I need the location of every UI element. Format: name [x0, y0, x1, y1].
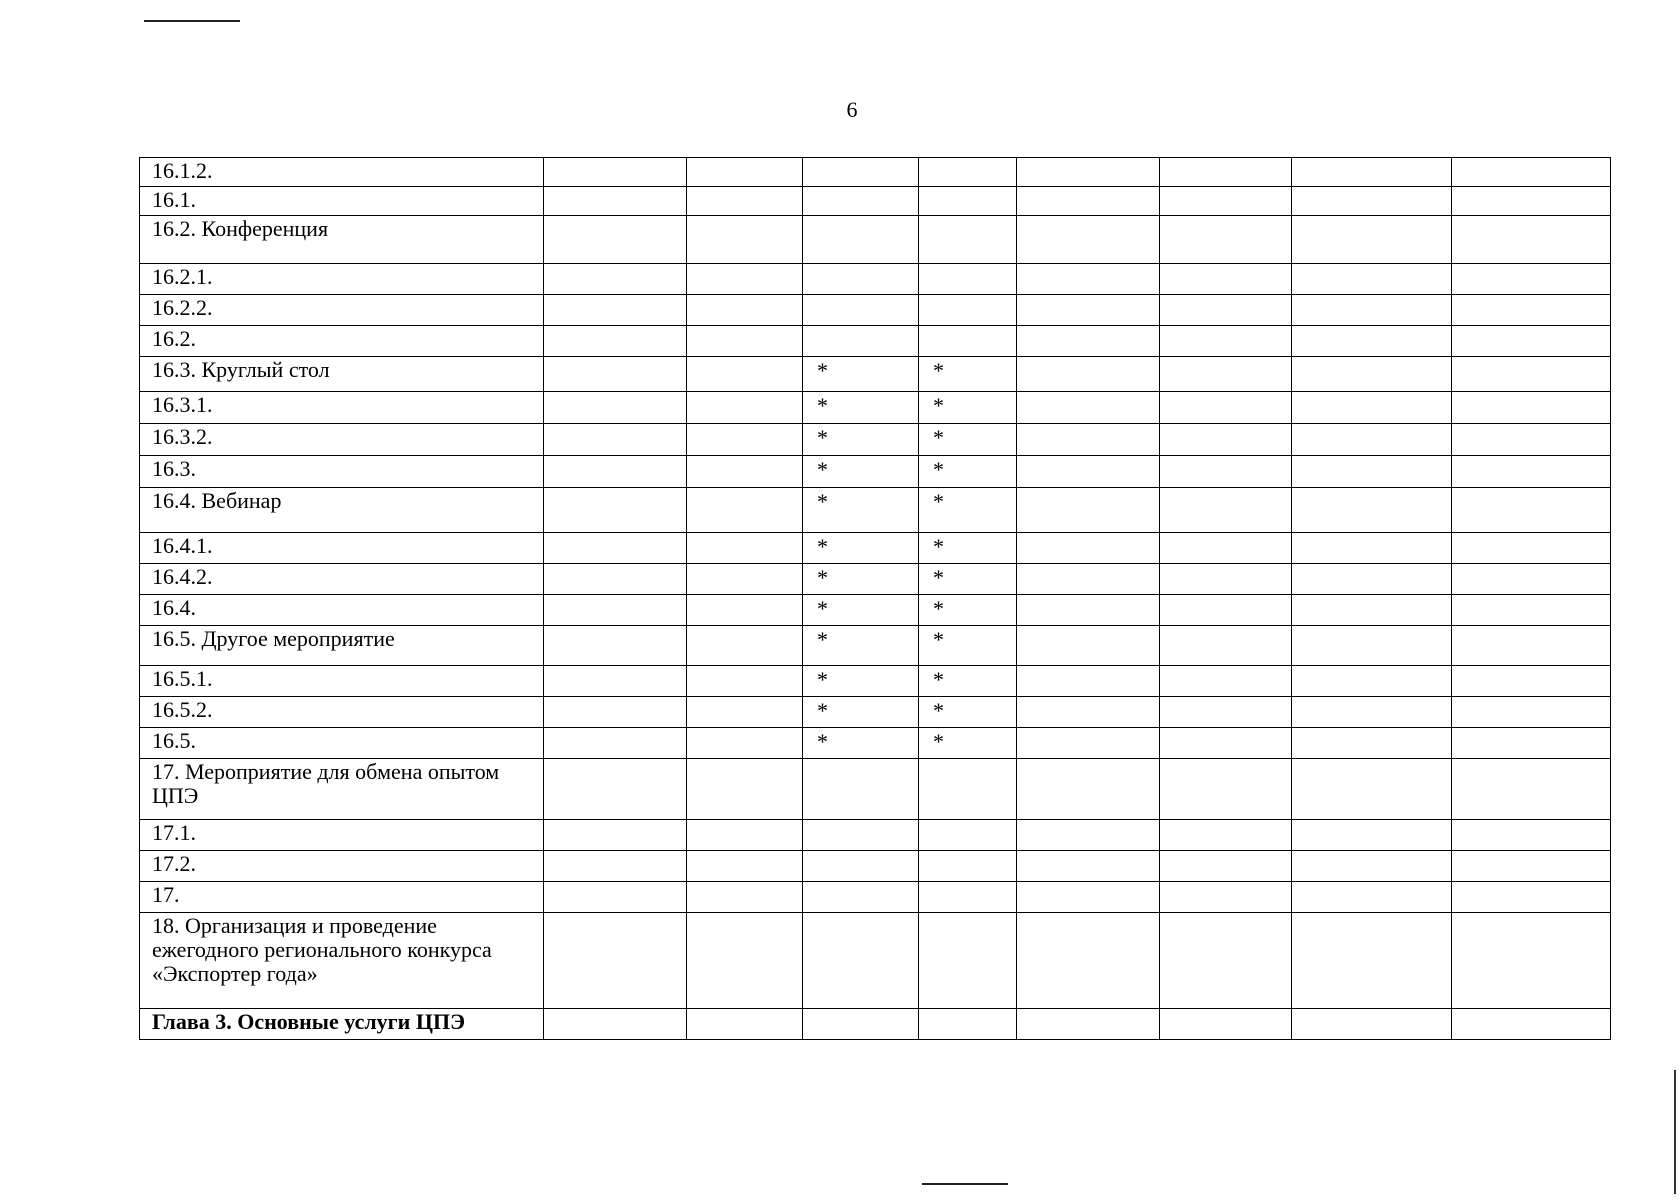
empty-cell [1017, 626, 1160, 666]
row-label: 16.3.1. [140, 392, 544, 424]
asterisk-cell [803, 326, 919, 357]
empty-cell [687, 326, 803, 357]
empty-cell [1292, 1009, 1452, 1040]
asterisk-cell: * [803, 357, 919, 392]
empty-cell [687, 158, 803, 187]
empty-cell [1292, 595, 1452, 626]
empty-cell [1160, 264, 1292, 295]
empty-cell [687, 295, 803, 326]
asterisk-cell [803, 759, 919, 820]
empty-cell [544, 1009, 687, 1040]
table-row [140, 626, 1611, 666]
empty-cell [687, 187, 803, 216]
empty-cell [1452, 595, 1611, 626]
empty-cell [1452, 326, 1611, 357]
scan-mark-top [144, 20, 240, 22]
empty-cell [544, 424, 687, 456]
asterisk-cell [919, 820, 1017, 851]
table-row [140, 697, 1611, 728]
empty-cell [1452, 820, 1611, 851]
empty-cell [1452, 424, 1611, 456]
table-row [140, 666, 1611, 697]
empty-cell [1452, 759, 1611, 820]
empty-cell [1292, 533, 1452, 564]
asterisk-cell: * [919, 697, 1017, 728]
empty-cell [687, 392, 803, 424]
empty-cell [687, 533, 803, 564]
empty-cell [1017, 158, 1160, 187]
empty-cell [544, 728, 687, 759]
asterisk-cell: * [919, 424, 1017, 456]
empty-cell [1452, 913, 1611, 1009]
row-label: 16.3. [140, 456, 544, 488]
empty-cell [1017, 913, 1160, 1009]
empty-cell [544, 295, 687, 326]
empty-cell [1160, 295, 1292, 326]
empty-cell [1292, 357, 1452, 392]
empty-cell [1452, 264, 1611, 295]
empty-cell [1160, 820, 1292, 851]
empty-cell [1292, 697, 1452, 728]
row-label: Глава 3. Основные услуги ЦПЭ [140, 1009, 544, 1040]
asterisk-cell: * [919, 728, 1017, 759]
table-row [140, 882, 1611, 913]
asterisk-cell [803, 1009, 919, 1040]
empty-cell [1017, 392, 1160, 424]
empty-cell [1292, 728, 1452, 759]
empty-cell [687, 424, 803, 456]
asterisk-cell [803, 882, 919, 913]
row-label: 16.3. Круглый стол [140, 357, 544, 392]
row-label: 16.2.1. [140, 264, 544, 295]
asterisk-cell [919, 882, 1017, 913]
empty-cell [687, 851, 803, 882]
empty-cell [687, 913, 803, 1009]
empty-cell [544, 882, 687, 913]
table-row [140, 488, 1611, 533]
empty-cell [1292, 820, 1452, 851]
empty-cell [1452, 357, 1611, 392]
asterisk-cell: * [803, 424, 919, 456]
empty-cell [687, 456, 803, 488]
empty-cell [687, 728, 803, 759]
asterisk-cell: * [803, 533, 919, 564]
row-label: 16.2.2. [140, 295, 544, 326]
empty-cell [1160, 533, 1292, 564]
empty-cell [1017, 820, 1160, 851]
asterisk-cell: * [803, 564, 919, 595]
empty-cell [1017, 187, 1160, 216]
empty-cell [1160, 595, 1292, 626]
asterisk-cell [919, 913, 1017, 1009]
table-row [140, 326, 1611, 357]
page-number: 6 [846, 97, 858, 122]
empty-cell [1292, 759, 1452, 820]
asterisk-cell [919, 264, 1017, 295]
empty-cell [1160, 728, 1292, 759]
empty-cell [1160, 666, 1292, 697]
empty-cell [1017, 759, 1160, 820]
empty-cell [1452, 728, 1611, 759]
table-row [140, 158, 1611, 187]
empty-cell [1017, 488, 1160, 533]
table-row [140, 187, 1611, 216]
table-row [140, 533, 1611, 564]
asterisk-cell: * [919, 666, 1017, 697]
row-label: 16.2. [140, 326, 544, 357]
empty-cell [1160, 424, 1292, 456]
empty-cell [1160, 488, 1292, 533]
row-label: 16.4. [140, 595, 544, 626]
table-row [140, 456, 1611, 488]
empty-cell [687, 882, 803, 913]
asterisk-cell: * [919, 564, 1017, 595]
empty-cell [1292, 488, 1452, 533]
empty-cell [544, 820, 687, 851]
empty-cell [544, 158, 687, 187]
empty-cell [1160, 216, 1292, 264]
table-row [140, 357, 1611, 392]
asterisk-cell: * [919, 595, 1017, 626]
empty-cell [687, 216, 803, 264]
empty-cell [544, 626, 687, 666]
empty-cell [544, 392, 687, 424]
table-row [140, 295, 1611, 326]
empty-cell [1160, 357, 1292, 392]
asterisk-cell: * [919, 488, 1017, 533]
empty-cell [1452, 392, 1611, 424]
row-label: 16.4.2. [140, 564, 544, 595]
asterisk-cell [919, 1009, 1017, 1040]
report-table [139, 157, 1611, 1040]
asterisk-cell [919, 216, 1017, 264]
empty-cell [1452, 187, 1611, 216]
asterisk-cell: * [919, 456, 1017, 488]
asterisk-cell: * [803, 488, 919, 533]
empty-cell [1292, 424, 1452, 456]
table-row [140, 216, 1611, 264]
table-row [140, 595, 1611, 626]
row-label: 18. Организация и проведение ежегодного регионального конкурса «Экспортер года» [140, 913, 544, 1009]
table-row [140, 851, 1611, 882]
asterisk-cell: * [919, 357, 1017, 392]
empty-cell [1160, 759, 1292, 820]
empty-cell [1292, 626, 1452, 666]
asterisk-cell: * [803, 392, 919, 424]
row-label: 17.2. [140, 851, 544, 882]
empty-cell [1292, 882, 1452, 913]
empty-cell [1017, 264, 1160, 295]
empty-cell [1160, 697, 1292, 728]
table-row [140, 424, 1611, 456]
asterisk-cell [803, 820, 919, 851]
empty-cell [544, 666, 687, 697]
empty-cell [1160, 564, 1292, 595]
empty-cell [1017, 424, 1160, 456]
empty-cell [1452, 666, 1611, 697]
asterisk-cell [803, 295, 919, 326]
empty-cell [1292, 392, 1452, 424]
empty-cell [1017, 1009, 1160, 1040]
empty-cell [1160, 882, 1292, 913]
empty-cell [687, 820, 803, 851]
row-label: 16.1. [140, 187, 544, 216]
row-label: 16.5.1. [140, 666, 544, 697]
row-label: 16.2. Конференция [140, 216, 544, 264]
table-row [140, 913, 1611, 1009]
empty-cell [1292, 564, 1452, 595]
empty-cell [687, 759, 803, 820]
row-label: 17.1. [140, 820, 544, 851]
empty-cell [1292, 851, 1452, 882]
asterisk-cell [803, 264, 919, 295]
empty-cell [687, 666, 803, 697]
empty-cell [544, 564, 687, 595]
empty-cell [1017, 295, 1160, 326]
empty-cell [544, 488, 687, 533]
asterisk-cell [919, 187, 1017, 216]
row-label: 16.5. [140, 728, 544, 759]
empty-cell [1160, 187, 1292, 216]
asterisk-cell: * [803, 626, 919, 666]
asterisk-cell [919, 759, 1017, 820]
asterisk-cell [803, 851, 919, 882]
empty-cell [1017, 533, 1160, 564]
empty-cell [544, 595, 687, 626]
empty-cell [1017, 456, 1160, 488]
empty-cell [1017, 728, 1160, 759]
asterisk-cell [919, 295, 1017, 326]
empty-cell [1017, 697, 1160, 728]
empty-cell [687, 1009, 803, 1040]
empty-cell [1292, 187, 1452, 216]
row-label: 16.4.1. [140, 533, 544, 564]
table-row [140, 820, 1611, 851]
row-label: 16.5. Другое мероприятие [140, 626, 544, 666]
asterisk-cell [919, 158, 1017, 187]
asterisk-cell: * [803, 697, 919, 728]
empty-cell [544, 533, 687, 564]
asterisk-cell: * [803, 728, 919, 759]
row-label: 16.5.2. [140, 697, 544, 728]
empty-cell [1160, 158, 1292, 187]
empty-cell [544, 456, 687, 488]
empty-cell [1452, 1009, 1611, 1040]
empty-cell [1160, 851, 1292, 882]
scan-mark-right [1674, 1070, 1676, 1194]
empty-cell [544, 326, 687, 357]
empty-cell [1292, 666, 1452, 697]
empty-cell [1292, 913, 1452, 1009]
asterisk-cell [803, 216, 919, 264]
empty-cell [1452, 456, 1611, 488]
row-label: 17. Мероприятие для обмена опытом ЦПЭ [140, 759, 544, 820]
empty-cell [1452, 533, 1611, 564]
empty-cell [1017, 564, 1160, 595]
empty-cell [1160, 1009, 1292, 1040]
empty-cell [1017, 216, 1160, 264]
empty-cell [1452, 697, 1611, 728]
asterisk-cell [919, 851, 1017, 882]
empty-cell [687, 488, 803, 533]
table-row [140, 728, 1611, 759]
empty-cell [1452, 626, 1611, 666]
row-label: 17. [140, 882, 544, 913]
empty-cell [1160, 326, 1292, 357]
empty-cell [1452, 295, 1611, 326]
asterisk-cell: * [919, 392, 1017, 424]
asterisk-cell: * [803, 666, 919, 697]
empty-cell [1160, 456, 1292, 488]
scan-mark-bottom [922, 1183, 1008, 1185]
table-row [140, 1009, 1611, 1040]
table-row [140, 759, 1611, 820]
empty-cell [1017, 595, 1160, 626]
table-row [140, 392, 1611, 424]
empty-cell [1452, 158, 1611, 187]
empty-cell [1160, 913, 1292, 1009]
asterisk-cell: * [919, 533, 1017, 564]
asterisk-cell: * [803, 456, 919, 488]
empty-cell [1292, 264, 1452, 295]
empty-cell [1292, 158, 1452, 187]
empty-cell [544, 913, 687, 1009]
table-row [140, 564, 1611, 595]
empty-cell [1292, 326, 1452, 357]
empty-cell [1292, 295, 1452, 326]
table-row [140, 264, 1611, 295]
asterisk-cell: * [919, 626, 1017, 666]
asterisk-cell [803, 158, 919, 187]
empty-cell [544, 187, 687, 216]
empty-cell [1017, 851, 1160, 882]
empty-cell [687, 357, 803, 392]
empty-cell [687, 264, 803, 295]
empty-cell [1292, 456, 1452, 488]
empty-cell [687, 697, 803, 728]
empty-cell [544, 697, 687, 728]
empty-cell [687, 595, 803, 626]
empty-cell [1292, 216, 1452, 264]
empty-cell [544, 216, 687, 264]
empty-cell [1452, 882, 1611, 913]
empty-cell [544, 851, 687, 882]
empty-cell [1160, 626, 1292, 666]
asterisk-cell [803, 913, 919, 1009]
empty-cell [1017, 357, 1160, 392]
empty-cell [1017, 882, 1160, 913]
empty-cell [1452, 216, 1611, 264]
empty-cell [687, 626, 803, 666]
row-label: 16.4. Вебинар [140, 488, 544, 533]
empty-cell [1452, 851, 1611, 882]
empty-cell [1017, 666, 1160, 697]
empty-cell [544, 759, 687, 820]
asterisk-cell: * [803, 595, 919, 626]
asterisk-cell [919, 326, 1017, 357]
empty-cell [1452, 488, 1611, 533]
empty-cell [544, 264, 687, 295]
empty-cell [1452, 564, 1611, 595]
asterisk-cell [803, 187, 919, 216]
empty-cell [1160, 392, 1292, 424]
row-label: 16.1.2. [140, 158, 544, 187]
empty-cell [687, 564, 803, 595]
row-label: 16.3.2. [140, 424, 544, 456]
empty-cell [1017, 326, 1160, 357]
empty-cell [544, 357, 687, 392]
